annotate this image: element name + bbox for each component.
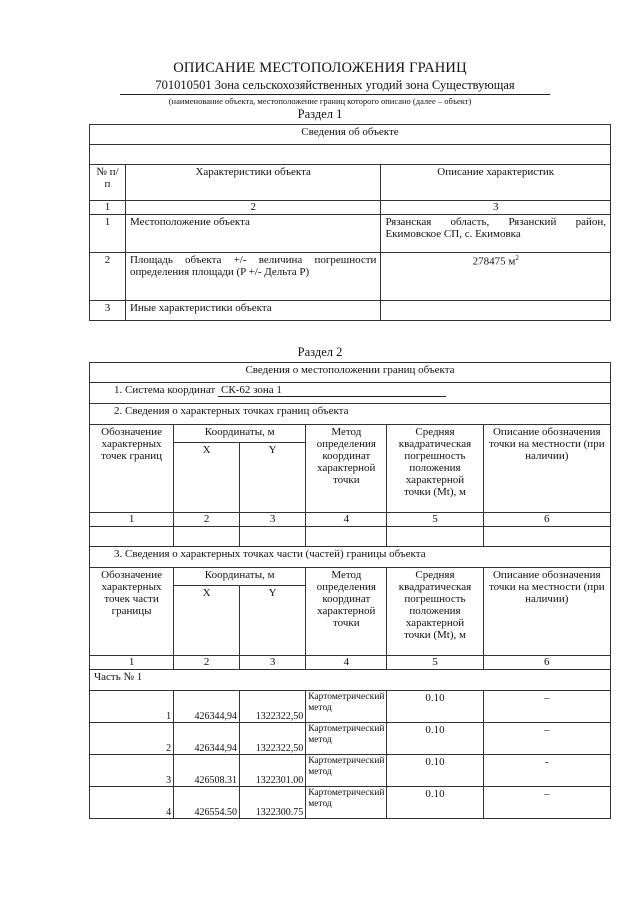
col-number: 6 [483, 656, 610, 670]
header-part-designation: Обозначение характерных точек части границы [90, 568, 174, 656]
point-y: 1322322,50 [240, 691, 306, 723]
point-number: 3 [90, 755, 174, 787]
point-row [90, 787, 611, 819]
header-y: Y [240, 586, 306, 656]
col-number: 3 [240, 656, 306, 670]
row-number: 3 [90, 301, 126, 321]
point-mt: 0.10 [387, 787, 483, 819]
col-number: 2 [125, 201, 381, 215]
point-desc: – [483, 787, 610, 819]
point-y: 1322322,50 [240, 723, 306, 755]
section2-table-title: Сведения о местоположении границ объекта [90, 363, 611, 383]
col-number: 3 [240, 513, 306, 527]
header-method: Метод определения координат характерной точки [306, 425, 387, 513]
table-row [90, 253, 611, 301]
object-name-note: (наименование объекта, местоположение границ которого описано (далее – объект) [168, 96, 472, 106]
point-method: Картометрический метод [306, 755, 387, 787]
section2-label: Раздел 2 [297, 345, 343, 359]
col-number: 2 [174, 513, 240, 527]
point-x: 426554.50 [174, 787, 240, 819]
empty-points-row [90, 527, 611, 547]
col-number: 5 [387, 513, 483, 527]
col-number: 3 [381, 201, 611, 215]
point-x: 426508.31 [174, 755, 240, 787]
area-value: 278475 м [472, 255, 516, 268]
point-x: 426344,94 [174, 723, 240, 755]
point-desc: - [483, 755, 610, 787]
object-name-line: 701010501 Зона сельскохозяйственных угодий зона Существующая [120, 78, 550, 95]
point-mt: 0.10 [387, 723, 483, 755]
point-y: 1322300.75 [240, 787, 306, 819]
row-number: 1 [90, 215, 126, 253]
coord-system-label: 1. Система координат [114, 384, 216, 396]
area-unit-sup: 2 [515, 254, 519, 262]
row-name: Местоположение объекта [125, 215, 381, 253]
header-accuracy: Средняя квадратическая погрешность положения характерной точки (Mt), м [387, 568, 483, 656]
table-row [90, 301, 611, 321]
col-number: 2 [174, 656, 240, 670]
points-section-title: 2. Сведения о характерных точках границ объекта [90, 404, 611, 425]
point-desc: – [483, 691, 610, 723]
section2-table [89, 362, 611, 819]
point-row [90, 723, 611, 755]
point-desc: – [483, 723, 610, 755]
header-coordinates: Координаты, м [174, 425, 306, 443]
point-number: 1 [90, 691, 174, 723]
row-value [381, 253, 611, 301]
point-number: 2 [90, 723, 174, 755]
row-number: 2 [90, 253, 126, 301]
point-x: 426344,94 [174, 691, 240, 723]
point-row [90, 755, 611, 787]
parts-section-title: 3. Сведения о характерных точках части (частей) границы объекта [90, 547, 611, 568]
section1-blank-row [90, 145, 611, 165]
point-method: Картометрический метод [306, 723, 387, 755]
col-header-number: № п/п [90, 165, 126, 201]
header-y: Y [240, 443, 306, 513]
part-label: Часть № 1 [90, 670, 611, 691]
point-number: 4 [90, 787, 174, 819]
col-number: 4 [306, 656, 387, 670]
point-mt: 0.10 [387, 691, 483, 723]
coord-system-value: СК-62 зона 1 [218, 384, 446, 397]
col-number: 1 [90, 513, 174, 527]
header-method: Метод определения координат характерной точки [306, 568, 387, 656]
coord-system-row [90, 383, 611, 404]
section1-label: Раздел 1 [297, 107, 343, 121]
header-designation: Обозначение характерных точек границ [90, 425, 174, 513]
col-header-characteristic: Характеристики объекта [125, 165, 381, 201]
header-accuracy: Средняя квадратическая погрешность положения характерной точки (Mt), м [387, 425, 483, 513]
section1-table [89, 124, 611, 321]
header-description: Описание обозначения точки на местности (при наличии) [483, 568, 610, 656]
col-number: 6 [483, 513, 610, 527]
section1-table-title: Сведения об объекте [90, 125, 611, 145]
col-number: 1 [90, 656, 174, 670]
row-value [381, 301, 611, 321]
header-x: X [174, 443, 240, 513]
header-coordinates: Координаты, м [174, 568, 306, 586]
col-number: 5 [387, 656, 483, 670]
point-y: 1322301.00 [240, 755, 306, 787]
table-row [90, 215, 611, 253]
point-method: Картометрический метод [306, 691, 387, 723]
row-value: Рязанская область, Рязанский район, Екимовское СП, с. Екимовка [381, 215, 611, 253]
col-header-description: Описание характеристик [381, 165, 611, 201]
point-mt: 0.10 [387, 755, 483, 787]
point-row [90, 691, 611, 723]
header-x: X [174, 586, 240, 656]
document-title: ОПИСАНИЕ МЕСТОПОЛОЖЕНИЯ ГРАНИЦ [173, 60, 467, 76]
row-name: Иные характеристики объекта [125, 301, 381, 321]
header-description: Описание обозначения точки на местности (при наличии) [483, 425, 610, 513]
point-method: Картометрический метод [306, 787, 387, 819]
col-number: 1 [90, 201, 126, 215]
row-name: Площадь объекта +/- величина погрешности определения площади (P +/- Дельта P) [125, 253, 381, 301]
col-number: 4 [306, 513, 387, 527]
